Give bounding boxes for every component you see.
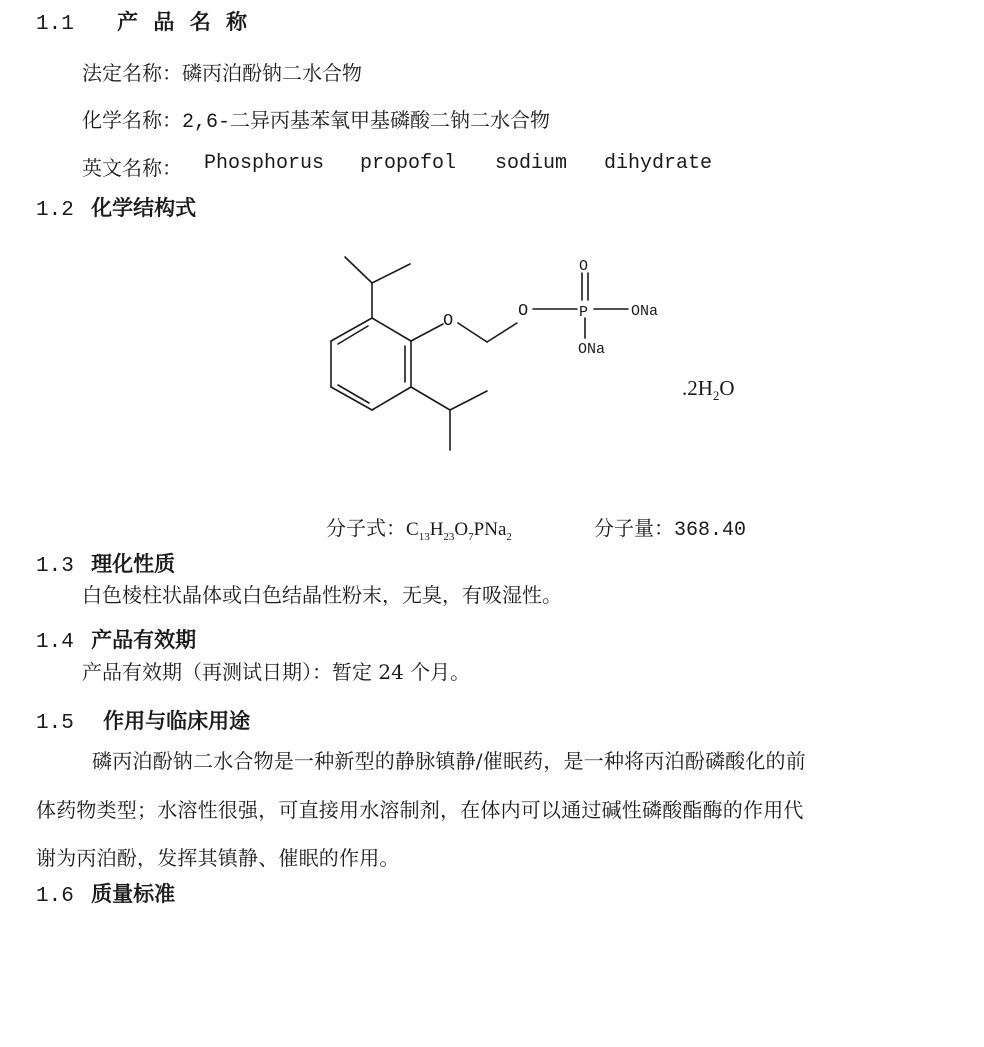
section-number: 1.6 [36,885,74,908]
section-number: 1.5 [36,712,74,735]
ether-bond [458,323,487,342]
section-title: 化学结构式 [91,195,197,220]
english-name-word: Phosphorus [204,152,325,175]
english-name-word: dihydrate [604,152,713,175]
molecular-weight-line [594,512,746,542]
legal-name-label: 法定名称： [82,61,182,85]
legal-name-value: 磷丙泊酚钠二水合物 [182,61,362,85]
english-name-label: 英文名称： [82,156,182,180]
ether-bond [411,324,443,341]
chemical-name-value: 2,6-二异丙基苯氧甲基磷酸二钠二水合物 [182,111,551,134]
molecular-formula-line [326,512,512,543]
section-1-4-text: 产品有效期（再测试日期）：暂定 24 个月。 [82,660,471,684]
section-1-3-heading [36,548,175,578]
chemical-structure-diagram [0,0,984,500]
ring-bond [331,318,372,341]
mw-label: 分子量： [594,516,674,540]
section-title: 理化性质 [91,551,176,576]
section-number: 1.4 [36,631,74,654]
ring-bond [372,318,411,341]
hydrate-subscript: 2 [712,388,720,404]
atom-label: ONa [578,341,606,358]
atom-label: O [443,312,454,331]
section-1-4-heading [36,624,196,654]
english-name-word: propofol [360,152,457,175]
isopropyl-bond [372,264,410,283]
isopropyl-bond [411,387,450,410]
mw-value: 368.40 [674,519,747,542]
chemical-name-label: 化学名称： [82,108,182,132]
atom-label: O [579,258,589,275]
section-title: 产 品 名 称 [117,9,252,34]
hydrate-text: .2H [682,376,713,400]
section-1-5-line: 谢为丙泊酚，发挥其镇静、催眠的作用。 [36,846,400,870]
section-title: 产品有效期 [91,627,197,652]
english-name-word: sodium [495,152,568,175]
section-1-5-heading [36,705,250,735]
ring-bond [331,387,372,410]
atom-label: O [518,302,529,321]
ring-bond [372,387,411,410]
section-1-5-line: 磷丙泊酚钠二水合物是一种新型的静脉镇静/催眠药，是一种将丙泊酚磷酸化的前 [92,749,806,773]
section-1-3-text: 白色棱柱状晶体或白色结晶性粉末，无臭，有吸湿性。 [82,583,562,607]
section-title: 质量标准 [91,881,176,906]
section-1-5-line: 体药物类型；水溶性很强，可直接用水溶制剂，在体内可以通过碱性磷酸酯酶的作用代 [36,798,804,822]
hydrate-label [682,376,735,404]
section-title: 作用与临床用途 [103,708,251,733]
section-1-6-heading [36,878,175,908]
isopropyl-bond [450,391,487,410]
atom-label: P [579,304,589,321]
isopropyl-bond [345,257,372,283]
atom-label: ONa [631,303,659,320]
hydrate-text-end: O [719,376,735,400]
section-number: 1.1 [36,13,74,36]
molecular-formula: $C_{13}H_{23}O_7PNa_2$ [406,519,512,543]
ether-bond [487,323,517,342]
section-number: 1.3 [36,555,74,578]
formula-label: 分子式： [326,516,406,540]
section-number: 1.2 [36,199,74,222]
